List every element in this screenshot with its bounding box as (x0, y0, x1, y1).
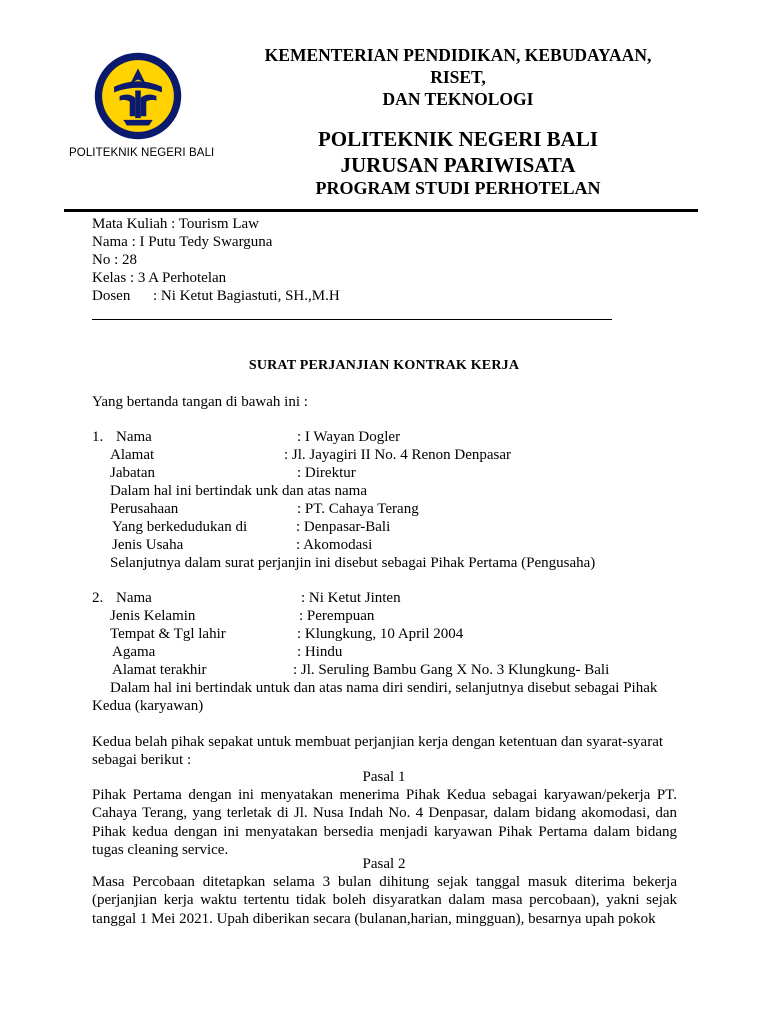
party2-birth-label: Tempat & Tgl lahir (110, 626, 226, 642)
header-ministry-line2: RISET, (430, 67, 486, 87)
party2-closing-line1: Dalam hal ini bertindak untuk dan atas nama diri sendiri, selanjutnya disebut sebagai Pihak (110, 680, 658, 696)
party1-acting-line: Dalam hal ini bertindak unk dan atas nama (110, 483, 367, 499)
logo-caption: POLITEKNIK NEGERI BALI (69, 147, 215, 159)
party1-company-value: : PT. Cahaya Terang (297, 501, 419, 517)
lecturer-value: : Ni Ketut Bagiastuti, SH.,M.H (153, 288, 340, 304)
header-department: JURUSAN PARIWISATA (340, 153, 576, 177)
info-divider (92, 319, 612, 320)
header-ministry-line1: KEMENTERIAN PENDIDIKAN, KEBUDAYAAN, (264, 45, 652, 65)
party2-name-value: : Ni Ketut Jinten (301, 590, 401, 606)
party1-number: 1. (92, 429, 104, 445)
class-line: Kelas : 3 A Perhotelan (92, 270, 227, 286)
pasal1-body: Pihak Pertama dengan ini menyatakan menerima Pihak Kedua sebagai karyawan/pekerja PT. Cahaya Terang, yang terletak di Jl. Nusa Indah No. 4 Denpasar, dalam bidang akomodasi, dan Pihak kedua dengan ini menyatakan bersedia menjadi karyawan Pihak Pertama dalam bidang tugas cleaning service. (92, 787, 677, 859)
party2-address-value: : Jl. Seruling Bambu Gang X No. 3 Klungkung- Bali (293, 662, 610, 678)
party1-address-label: Alamat (110, 447, 155, 463)
party2-religion-label: Agama (112, 644, 156, 660)
pasal1-title: Pasal 1 (362, 769, 406, 785)
header-institution: POLITEKNIK NEGERI BALI (317, 127, 599, 151)
politeknik-negeri-bali-logo (92, 50, 184, 142)
party1-business-label: Jenis Usaha (112, 537, 184, 553)
pasal2-title: Pasal 2 (362, 856, 406, 872)
party1-domicile-label: Yang berkedudukan di (112, 519, 248, 535)
party1-position-label: Jabatan (110, 465, 155, 481)
party2-number: 2. (92, 590, 104, 606)
party2-closing-line2: Kedua (karyawan) (92, 698, 204, 714)
party2-religion-value: : Hindu (297, 644, 343, 660)
lecturer-label: Dosen (92, 288, 131, 304)
party1-company-label: Perusahaan (110, 501, 179, 517)
party2-gender-value: : Perempuan (299, 608, 375, 624)
header-divider (64, 209, 698, 212)
party1-closing: Selanjutnya dalam surat perjanjin ini disebut sebagai Pihak Pertama (Pengusaha) (110, 555, 596, 571)
student-name-line: Nama : I Putu Tedy Swarguna (92, 234, 273, 250)
letter-title: SURAT PERJANJIAN KONTRAK KERJA (248, 358, 520, 373)
party2-birth-value: : Klungkung, 10 April 2004 (297, 626, 464, 642)
letter-intro: Yang bertanda tangan di bawah ini : (92, 394, 308, 410)
party1-business-value: : Akomodasi (296, 537, 373, 553)
party1-name-value: : I Wayan Dogler (297, 429, 401, 445)
party1-position-value: : Direktur (297, 465, 356, 481)
party1-domicile-value: : Denpasar-Bali (296, 519, 391, 535)
party2-name-label: Nama (116, 590, 152, 606)
header-program: PROGRAM STUDI PERHOTELAN (315, 178, 601, 198)
pasal2-body: Masa Percobaan ditetapkan selama 3 bulan dihitung sejak tanggal masuk diterima bekerja (perjanjian kerja waktu tertentu tidak boleh disyaratkan dalam masa percobaan), yakni sejak tanggal 1 Mei 2021. Upah diberikan secara (bulanan,harian, mingguan), besarnya upah pokok (92, 874, 677, 927)
party1-address-value: : Jl. Jayagiri II No. 4 Renon Denpasar (284, 447, 512, 463)
party2-address-label: Alamat terakhir (112, 662, 207, 678)
agreement-paragraph: Kedua belah pihak sepakat untuk membuat perjanjian kerja dengan ketentuan dan syarat-syarat sebagai berikut : (92, 734, 664, 769)
student-number-line: No : 28 (92, 252, 137, 268)
party2-gender-label: Jenis Kelamin (110, 608, 196, 624)
party1-name-label: Nama (116, 429, 152, 445)
header-ministry-line3: DAN TEKNOLOGI (382, 89, 534, 109)
course-line: Mata Kuliah : Tourism Law (92, 216, 259, 232)
